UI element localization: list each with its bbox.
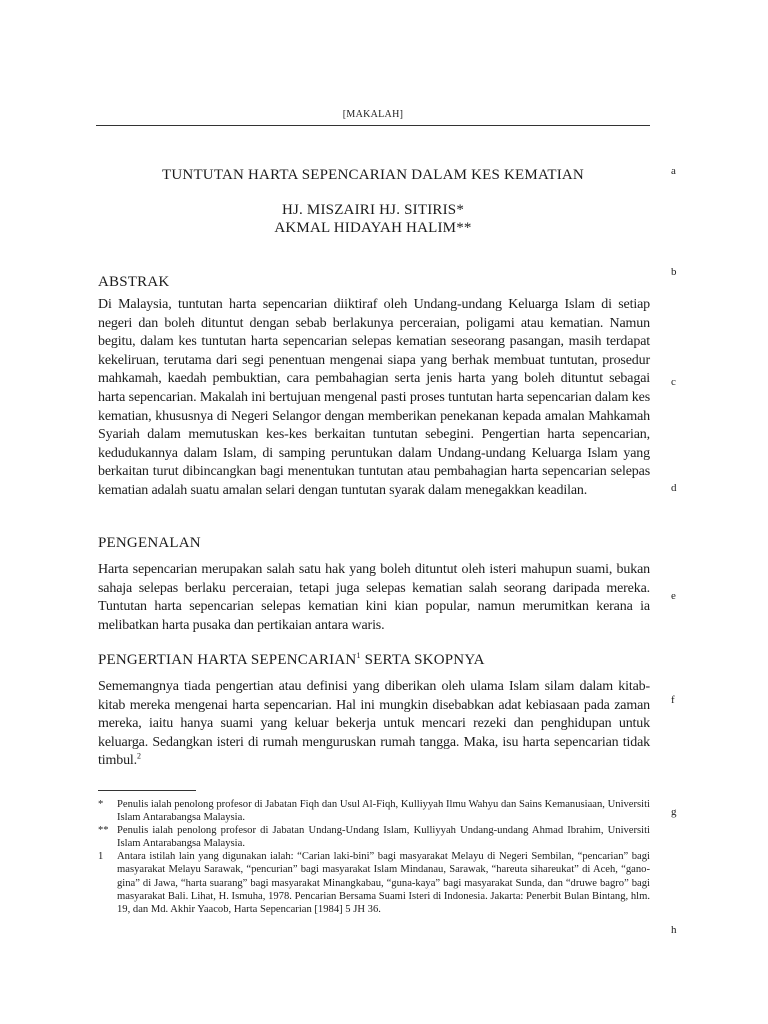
footnote-text: Antara istilah lain yang digunakan ialah: “Carian laki-bini” bagi masyarakat Melayu di Negeri Sembilan, “pencarian” bagi masyarakat Melayu Sarawak, “pencurian” bagi masyarakat Islam Mindanau, Sarawak, “hareuta sihareukat” di Aceh, “gano-gina” di Jawa, “harta suarang” bagi masyarakat Minangkabau, “guna-kaya” bagi masyarakat Sunda, dan “druwe bagro” bagi masyarakat Bali. Lihat, H. Ismuha, 1978. Pencarian Bersama Suami Isteri di Indonesia. Jakarta: Penerbit Bulan Bintang, hlm. 19, dan Md. Akhir Yaacob, Harta Sepencarian [1984] 5 JH 36. xyxy=(117,851,650,915)
margin-letter-c: c xyxy=(671,376,676,388)
margin-letter-h: h xyxy=(671,924,677,936)
author-2: AKMAL HIDAYAH HALIM** xyxy=(274,220,472,236)
abstract-heading: ABSTRAK xyxy=(98,274,170,290)
section-heading-main: PENGERTIAN HARTA SEPENCARIAN xyxy=(98,652,357,668)
author-1: HJ. MISZAIRI HJ. SITIRIS* xyxy=(281,202,465,218)
footnote-mark: 1 xyxy=(98,851,104,863)
footnote-ref-1[interactable]: 1 xyxy=(356,651,361,660)
footnote-item xyxy=(98,824,650,850)
footnote-item xyxy=(98,798,650,824)
margin-letter-e: e xyxy=(671,590,676,602)
article-title: TUNTUTAN HARTA SEPENCARIAN DALAM KES KEMATIAN xyxy=(162,167,584,183)
section-heading-end: SERTA SKOPNYA xyxy=(360,652,485,668)
abstract-text: Di Malaysia, tuntutan harta sepencarian diiktiraf oleh Undang-undang Keluarga Islam di setiap negeri dan boleh dituntut dengan sebab berlakunya perceraian, poligami atau kematian. Namun begitu, dalam kes tuntutan harta sepencarian selepas kematian seseorang pasangan, masih terdapat kekeliruan, terutama dari segi penentuan mengenai siapa yang berhak membuat tuntutan, prosedur mahkamah, kaedah pembuktian, cara pembahagian serta jenis harta yang boleh dituntut sebagai harta sepencarian. Makalah ini bertujuan mengenal pasti proses tuntutan harta sepencarian dalam kes kematian, khususnya di Negeri Selangor dengan memberikan penekanan kepada amalan Mahkamah Syariah dalam memutuskan kes-kes berkaitan tuntutan sebegini. Pengertian harta sepencarian, kedudukannya dalam Islam, di samping peruntukan dalam Undang-undang Keluarga Islam yang berkaitan turut dibincangkan bagi menentukan tuntutan atau pembahagian harta sepencarian selepas kematian adalah suatu amalan selari dengan tuntutan syarak dalam menegakkan keadilan. xyxy=(98,297,650,498)
footnote-ref-2[interactable]: 2 xyxy=(137,751,141,761)
footnote-rule xyxy=(98,790,196,791)
footnote-mark: * xyxy=(98,799,104,810)
intro-text: Harta sepencarian merupakan salah satu hak yang boleh dituntut oleh isteri mahupun suami, bukan sahaja selepas berlaku perceraian, tetapi juga selepas kematian salah seorang daripada mereka. Tuntutan harta sepencarian selepas kematian kini kian popular, namun merumitkan kerana ia melibatkan harta pusaka dan pertikaian antara waris. xyxy=(98,562,650,633)
section-heading xyxy=(98,652,485,669)
footnote-text: Penulis ialah penolong profesor di Jabatan Undang-Undang Islam, Kulliyyah Undang-undang Ahmad Ibrahim, Universiti Islam Antarabangsa Malaysia. xyxy=(117,825,650,850)
footnote-mark: ** xyxy=(98,825,109,837)
intro-heading: PENGENALAN xyxy=(98,535,201,551)
margin-letter-a: a xyxy=(671,165,676,177)
footnote-text: Penulis ialah penolong profesor di Jabatan Fiqh dan Usul Al-Fiqh, Kulliyyah Ilmu Wahyu dan Sains Kemanusiaan, Universiti Islam Antarabangsa Malaysia. xyxy=(117,799,650,824)
section-text-body: Sememangnya tiada pengertian atau definisi yang diberikan oleh ulama Islam silam dalam kitab-kitab mereka mengenai harta sepencarian. Hal ini mungkin disebabkan adat kebiasaan pada zaman mereka, iaitu hanya suami yang keluar bekerja untuk mencari rezeki dan penghidupan untuk keluarga. Sedangkan isteri di rumah menguruskan rumah tangga. Maka, isu harta sepencarian tidak timbul. xyxy=(98,679,650,769)
footnotes xyxy=(98,798,650,916)
section-text xyxy=(98,678,650,771)
margin-letter-g: g xyxy=(671,806,677,818)
margin-letter-d: d xyxy=(671,482,677,494)
margin-letter-b: b xyxy=(671,266,677,278)
running-head: [MAKALAH] xyxy=(342,109,404,120)
footnote-item xyxy=(98,850,650,915)
margin-letter-f: f xyxy=(671,694,675,706)
header-rule xyxy=(96,125,650,126)
